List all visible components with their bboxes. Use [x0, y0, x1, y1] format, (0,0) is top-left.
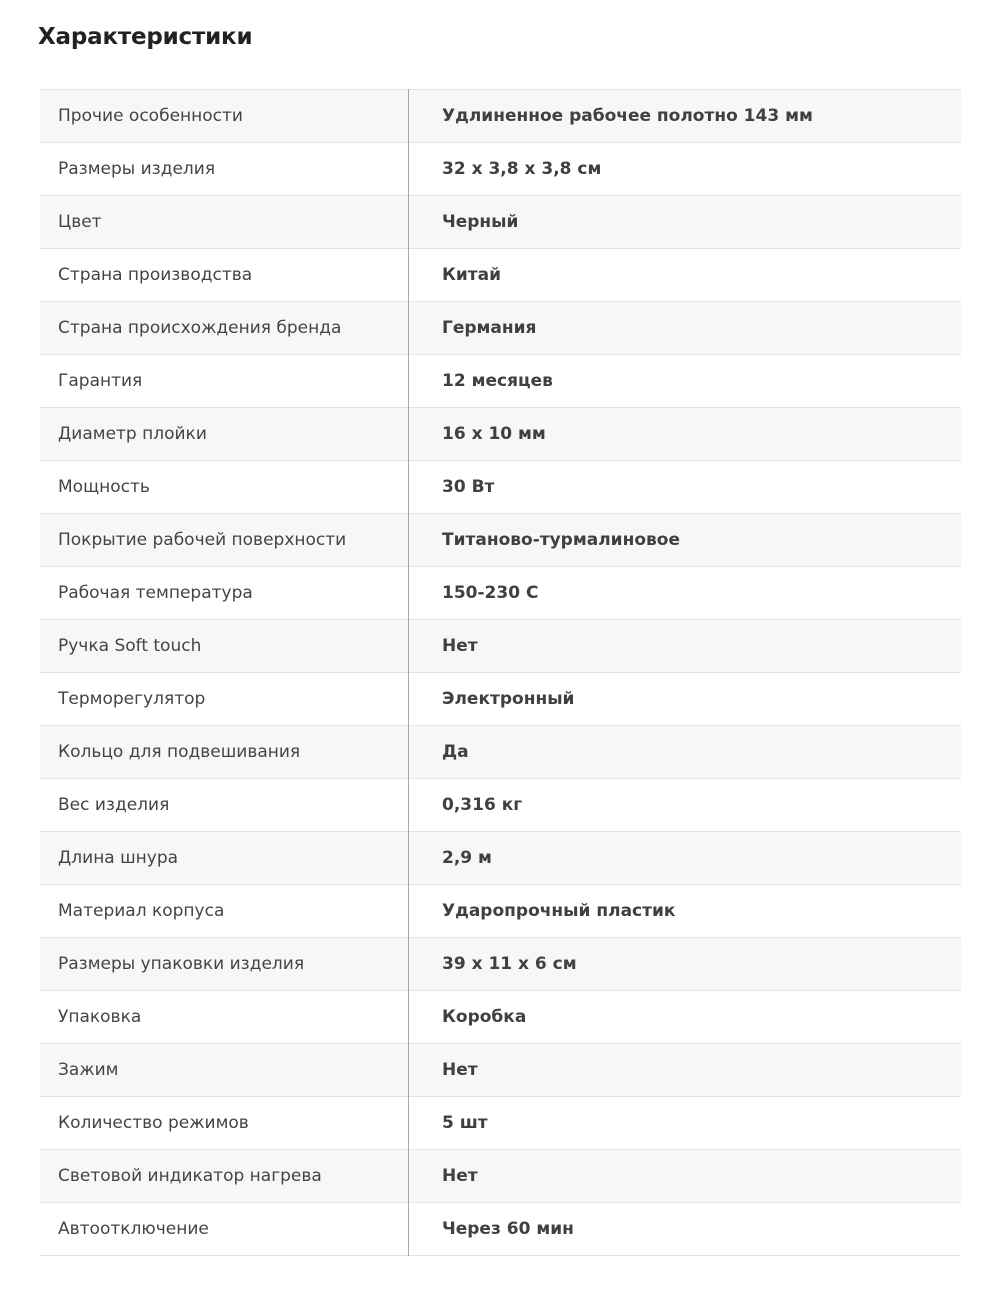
spec-name: Размеры изделия [40, 143, 409, 196]
spec-name: Покрытие рабочей поверхности [40, 514, 409, 567]
section-title: Характеристики [38, 24, 253, 50]
spec-value: 5 шт [442, 1113, 488, 1133]
spec-row [40, 302, 961, 355]
spec-row [40, 1097, 961, 1150]
spec-name: Автоотключение [40, 1203, 409, 1256]
spec-value: 39 x 11 x 6 см [442, 954, 577, 974]
spec-row [40, 938, 961, 991]
spec-name: Гарантия [40, 355, 409, 408]
spec-value: Китай [442, 265, 502, 285]
spec-value: Нет [442, 1060, 478, 1080]
spec-name: Диаметр плойки [40, 408, 409, 461]
spec-name: Прочие особенности [40, 90, 409, 143]
spec-row [40, 143, 961, 196]
spec-name: Световой индикатор нагрева [40, 1150, 409, 1203]
spec-row [40, 1203, 961, 1256]
spec-name: Длина шнура [40, 832, 409, 885]
spec-row [40, 1044, 961, 1097]
spec-name: Упаковка [40, 991, 409, 1044]
spec-row [40, 620, 961, 673]
spec-name: Ручка Soft touch [40, 620, 409, 673]
spec-row [40, 726, 961, 779]
spec-value: Черный [442, 212, 519, 232]
spec-value: Через 60 мин [442, 1219, 574, 1239]
spec-name: Материал корпуса [40, 885, 409, 938]
spec-value: Нет [442, 636, 478, 656]
spec-name: Количество режимов [40, 1097, 409, 1150]
spec-name: Мощность [40, 461, 409, 514]
spec-row [40, 196, 961, 249]
spec-value: Германия [442, 318, 537, 338]
spec-value: Нет [442, 1166, 478, 1186]
spec-row [40, 514, 961, 567]
spec-row [40, 249, 961, 302]
spec-name: Терморегулятор [40, 673, 409, 726]
spec-name: Страна производства [40, 249, 409, 302]
spec-name: Страна происхождения бренда [40, 302, 409, 355]
spec-row [40, 991, 961, 1044]
spec-value: Электронный [442, 689, 575, 709]
spec-row [40, 673, 961, 726]
specifications-table [40, 89, 961, 1256]
spec-value: 16 x 10 мм [442, 424, 546, 444]
spec-row [40, 832, 961, 885]
spec-name: Цвет [40, 196, 409, 249]
spec-name: Зажим [40, 1044, 409, 1097]
spec-value: 0,316 кг [442, 795, 523, 815]
spec-row [40, 567, 961, 620]
spec-row [40, 779, 961, 832]
spec-value: 32 x 3,8 x 3,8 см [442, 159, 602, 179]
spec-row [40, 1150, 961, 1203]
spec-row [40, 408, 961, 461]
spec-value: Коробка [442, 1007, 527, 1027]
spec-value: 2,9 м [442, 848, 492, 868]
spec-value: 12 месяцев [442, 371, 553, 391]
spec-name: Размеры упаковки изделия [40, 938, 409, 991]
spec-row [40, 885, 961, 938]
spec-value: 150-230 С [442, 583, 539, 603]
spec-row [40, 355, 961, 408]
spec-value: Ударопрочный пластик [442, 901, 676, 921]
spec-value: Удлиненное рабочее полотно 143 мм [442, 106, 813, 126]
spec-row [40, 461, 961, 514]
spec-name: Кольцо для подвешивания [40, 726, 409, 779]
spec-value: Да [442, 742, 469, 762]
spec-name: Рабочая температура [40, 567, 409, 620]
spec-name: Вес изделия [40, 779, 409, 832]
spec-value: 30 Вт [442, 477, 495, 497]
spec-row [40, 90, 961, 143]
spec-value: Титаново-турмалиновое [442, 530, 680, 550]
